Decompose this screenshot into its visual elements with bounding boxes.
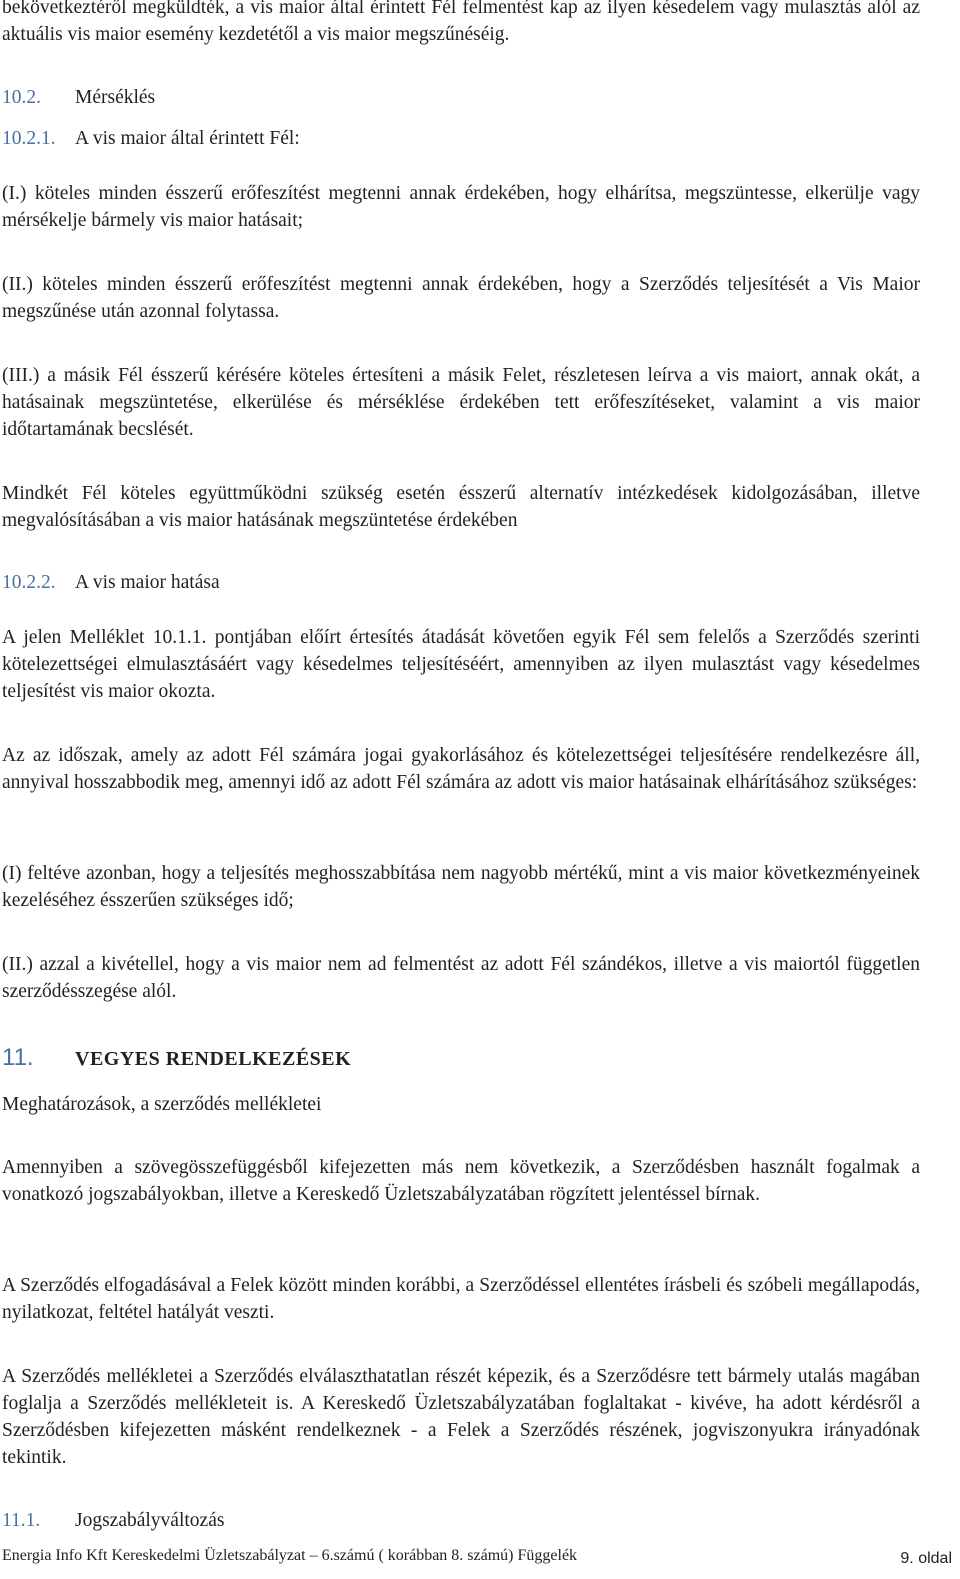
heading-title: Mérséklés: [75, 87, 156, 108]
paragraph-prior-agreements: A Szerződés elfogadásával a Felek között minden korábbi, a Szerződéssel ellentétes írásbeli és szóbeli megállapodás, nyilatkozat, feltétel hatályát veszti.: [2, 1275, 920, 1323]
paragraph-item-i: (I.) köteles minden ésszerű erőfeszítést megtenni annak érdekében, hogy elhárítsa, megszüntesse, elkerülje vagy mérsékelje bármely vis maior hatásait;: [2, 183, 920, 231]
footer-page-number: 9. oldal: [900, 1550, 952, 1567]
paragraph-item-ii: (II.) köteles minden ésszerű erőfeszítést megtenni annak érdekében, hogy a Szerződés teljesítését a Vis Maior megszűnése után azonnal folytassa.: [2, 274, 920, 322]
paragraph-proviso-i: (I) feltéve azonban, hogy a teljesítés meghosszabbítása nem nagyobb mértékű, mint a vis maior következményeinek kezeléséhez ésszerűen szükséges idő;: [2, 863, 920, 911]
paragraph-item-iii: (III.) a másik Fél ésszerű kérésére köteles értesíteni a másik Felet, részletesen leírva a vis maiort, annak okát, a hatásainak megszüntetése, elkerülése és mérséklése érdekében tett erőfeszítéseket, valamint a vis maior időtartamának becslését.: [2, 365, 920, 440]
heading-10-2-1: [2, 125, 300, 152]
heading-10-2-2: [2, 569, 220, 596]
paragraph-cooperation: Mindkét Fél köteles együttműködni szükség esetén ésszerű alternatív intézkedések kidolgozásában, illetve megvalósításában a vis maior hatásának megszüntetése érdekében: [2, 483, 920, 531]
heading-title: A vis maior hatása: [75, 572, 220, 593]
heading-title: A vis maior által érintett Fél:: [75, 128, 300, 149]
heading-title: Jogszabályváltozás: [75, 1510, 225, 1531]
heading-title: VEGYES RENDELKEZÉSEK: [75, 1048, 352, 1070]
paragraph-liability: A jelen Melléklet 10.1.1. pontjában előírt értesítés átadását követően egyik Fél sem felelős a Szerződés szerinti kötelezettségei elmulasztásáért vagy késedelmes teljesítéséért, amennyiben az ilyen mulasztást vagy késedelmes teljesítést vis maior okozta.: [2, 627, 920, 702]
heading-number: 11.1.: [2, 1510, 41, 1531]
heading-10-2: [2, 84, 155, 111]
heading-11: [2, 1043, 351, 1076]
heading-number: 10.2.2.: [2, 572, 56, 593]
paragraph-definitions: Amennyiben a szövegösszefüggésből kifejezetten más nem következik, a Szerződésben használt fogalmak a vonatkozó jogszabályokban, illetve a Kereskedő Üzletszabályzatában rögzített jelentéssel bírnak.: [2, 1157, 920, 1205]
heading-number: 11.: [2, 1044, 34, 1071]
heading-number: 10.2.1.: [2, 128, 56, 149]
paragraph-force-majeure-exemption: bekövetkeztéről megküldték, a vis maior által érintett Fél felmentést kap az ilyen késedelem vagy mulasztás alól az aktuális vis maior esemény kezdetétől a vis maior megszűnéséig.: [2, 0, 920, 45]
paragraph-definitions-title: Meghatározások, a szerződés mellékletei: [2, 1094, 322, 1115]
paragraph-proviso-ii: (II.) azzal a kivétellel, hogy a vis maior nem ad felmentést az adott Fél szándékos, illetve a vis maiortól független szerződésszegése alól.: [2, 954, 920, 1002]
paragraph-annexes: A Szerződés mellékletei a Szerződés elválaszthatatlan részét képezik, és a Szerződésre tett bármely utalás magában foglalja a Szerződés mellékleteit is. A Kereskedő Üzletszabályzatában foglaltakat - kivéve, ha adott kérdésről a Szerződésben kifejezetten másként rendelkeznek - a Felek a Szerződés részének, jogviszonyukra irányadónak tekintik.: [2, 1366, 920, 1468]
paragraph-period-extension: Az az időszak, amely az adott Fél számára jogai gyakorlásához és kötelezettségei teljesítésére rendelkezésre áll, annyival hosszabbodik meg, amennyi idő az adott Fél számára az adott vis maior hatásainak elhárításához szükséges:: [2, 745, 920, 793]
heading-number: 10.2.: [2, 87, 41, 108]
heading-11-1: [2, 1507, 224, 1534]
footer-document-title: Energia Info Kft Kereskedelmi Üzletszabályzat – 6.számú ( korábban 8. számú) Függelék: [2, 1547, 578, 1564]
